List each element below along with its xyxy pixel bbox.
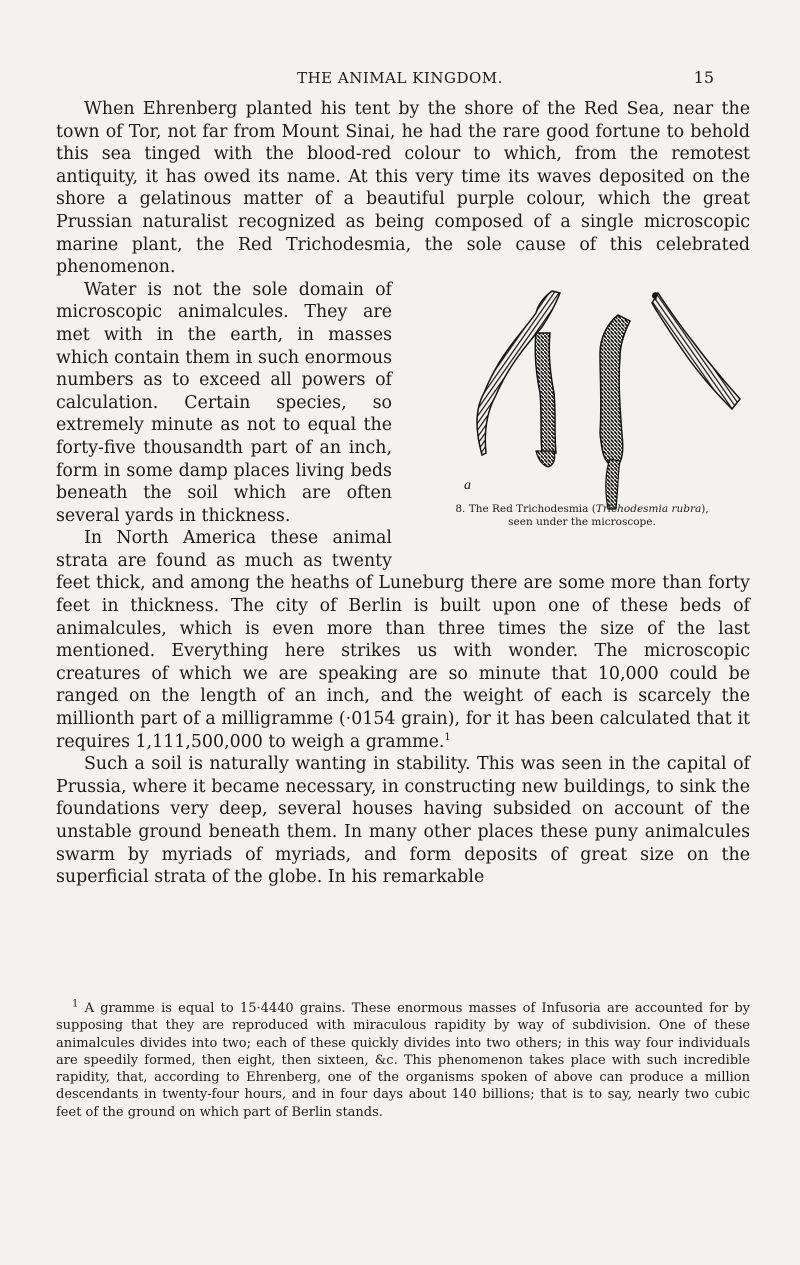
- footnote-text: A gramme is equal to 15·4440 grains. These enormous masses of Infusoria are accounted for by supposing that they are reproduced with miraculous rapidity by way of subdivision. One of these animalcules divides into two; each of these quickly divides into two others; in this way four individuals are speedily formed, then eight, then sixteen, &c. This phenomenon takes place with such incredible rapidity, that, according to Ehrenberg, one of the organisms spoken of above can produce a million descendants in twenty-four hours, and in four days about 140 billions; that is to say, nearly two cubic feet of the ground on which part of Berlin stands.: [56, 1001, 750, 1120]
- filament-stub: [536, 451, 555, 467]
- filament-center: [535, 333, 556, 453]
- filament-middle: [600, 315, 630, 467]
- filament-middle-tip: [606, 459, 620, 509]
- figure-number: 8.: [455, 502, 466, 515]
- paragraph-red-sea: When Ehrenberg planted his tent by the shore of the Red Sea, near the town of Tor, not far from Mount Sinai, he had the rare good fortune to behold this sea tinged with the blood-red colour to which, from the remotest antiquity, it has owed its name. At this very time its waves deposited on the shore a gelatinous matter of a beautiful purple colour, which the great Prussian naturalist recognized as being composed of a single microscopic marine plant, the Red Trichodesmia, the sole cause of this celebrated phenomenon.: [56, 99, 750, 278]
- footnote-marker: 1: [72, 998, 79, 1010]
- paragraph-soil-stability: Such a soil is naturally wanting in stability. This was seen in the capital of Prussia, where it became necessary, in constructing new buildings, to sink the foundations very deep, several houses having subsided on account of the unstable ground beneath them. In many other places these puny animalcules swarm by myriads of myriads, and form deposits of great size on the superficial strata of the globe. In his remarkable: [56, 754, 750, 888]
- filament-right: [652, 293, 740, 409]
- body-text: [56, 98, 750, 889]
- plate-mark: a: [464, 477, 471, 493]
- page-number: 15: [693, 68, 714, 87]
- footnote: [56, 1000, 750, 1121]
- caption-line-1: [404, 503, 760, 516]
- paragraph-north-america-text: In North America these animal strata are found as much as twenty feet thick, and among the heaths of Luneburg there are some more than forty feet in thickness. The city of Berlin is built upon one of these beds of animalcules, which is even more than three times the size of the last mentioned. Everything here strikes us with wonder. The microscopic creatures of which we are speaking are so minute that 10,000 could be ranged on the length of an inch, and the weight of each is scarcely the millionth part of a milligramme (·0154 grain), for it has been calculated that it requires 1,111,500,000 to weigh a gramme.: [56, 528, 750, 752]
- running-head: [0, 66, 800, 90]
- caption-suffix: ),: [701, 502, 709, 515]
- footnote-reference: 1: [444, 731, 451, 743]
- running-title: THE ANIMAL KINGDOM.: [297, 69, 503, 87]
- figure-trichodesmia: [404, 283, 760, 558]
- paragraph-north-america: [56, 527, 750, 753]
- figure-caption: [404, 503, 760, 529]
- caption-prefix: The Red Trichodesmia (: [468, 502, 596, 515]
- caption-species: Trichodesmia rubra: [595, 502, 702, 515]
- caption-line-2: seen under the microscope.: [508, 515, 656, 528]
- paragraph-earth-animalcules: Water is not the sole domain of microscopic animalcules. They are met with in the earth, in masses which contain them in such enormous numbers as to exceed all powers of calculation. Certain species, so extremely minute as not to equal the forty-five thousandth part of an inch, form in some damp places living beds beneath the soil which are often several yards in thickness.: [56, 279, 392, 526]
